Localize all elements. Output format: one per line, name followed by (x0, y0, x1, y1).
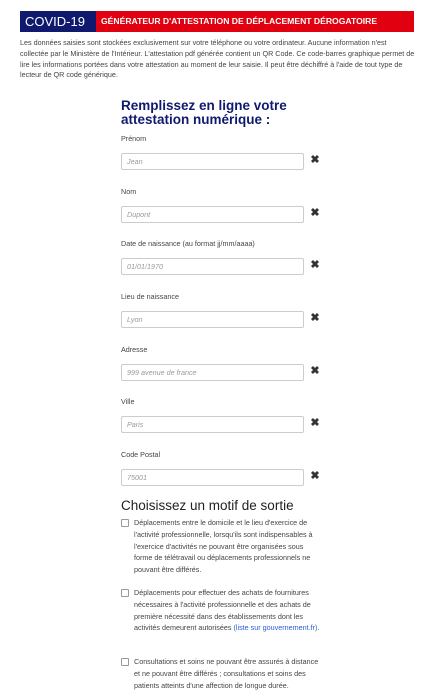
field-zipcode (121, 449, 326, 486)
checkbox[interactable] (121, 519, 129, 527)
gouvernement-link[interactable]: (liste sur gouvernement.fr) (233, 623, 318, 633)
motif-text-suffix: . (317, 623, 320, 633)
form-heading: Remplissez en ligne votre attestation numérique : (121, 98, 287, 127)
field-birthday (121, 238, 326, 275)
motif-heading: Choisissez un motif de sortie (121, 498, 294, 513)
birthday-input[interactable] (121, 258, 304, 275)
field-birthplace (121, 291, 326, 328)
covid-tag: COVID-19 (20, 11, 96, 32)
birthplace-input[interactable] (121, 311, 304, 328)
field-lastname (121, 186, 326, 223)
motif-option-health[interactable] (121, 656, 321, 691)
field-city (121, 396, 326, 433)
close-icon[interactable]: ✖ (310, 470, 320, 482)
intro-text: Les données saisies sont stockées exclusivement sur votre téléphone ou votre ordinateur. Aucune information n'est collectée par le Ministère de l'Intérieur. L'attestation pdf générée contient un QR Code. Ce code-barres graphique permet de lire les informations portées dans votre attestation au moment de leur saisie. Il peut être déchiffré à l'aide de tout type de lecteur de QR code générique. (20, 38, 415, 80)
close-icon[interactable]: ✖ (310, 259, 320, 271)
close-icon[interactable]: ✖ (310, 365, 320, 377)
field-label: Lieu de naissance (121, 292, 179, 301)
motif-option-work[interactable] (121, 517, 321, 576)
header-title: GÉNÉRATEUR D'ATTESTATION DE DÉPLACEMENT DÉROGATOIRE (96, 11, 414, 32)
close-icon[interactable]: ✖ (310, 417, 320, 429)
header-banner (20, 11, 414, 32)
field-label: Date de naissance (au format jj/mm/aaaa) (121, 239, 255, 248)
field-label: Prénom (121, 134, 147, 143)
close-icon[interactable]: ✖ (310, 207, 320, 219)
close-icon[interactable]: ✖ (310, 312, 320, 324)
city-input[interactable] (121, 416, 304, 433)
checkbox[interactable] (121, 658, 129, 666)
lastname-input[interactable] (121, 206, 304, 223)
motif-text: Déplacements entre le domicile et le lieu d'exercice de l'activité professionnelle, lorsqu'ils sont indispensables à l'exercice d'activités ne pouvant être organisées sous forme de télétravail ou déplacements professionnels ne pouvant être différés. (134, 518, 313, 575)
motif-text-wrapper (134, 587, 321, 634)
field-label: Code Postal (121, 450, 161, 459)
checkbox[interactable] (121, 589, 129, 597)
field-label: Ville (121, 397, 135, 406)
close-icon[interactable]: ✖ (310, 154, 320, 166)
firstname-input[interactable] (121, 153, 304, 170)
motif-text: Déplacements pour effectuer des achats de fournitures nécessaires à l'activité professionnelle et des achats de première nécessité dans des établissements dont les activités demeurent autorisées (134, 588, 311, 633)
field-label: Adresse (121, 345, 148, 354)
motif-option-shopping[interactable] (121, 587, 321, 634)
field-firstname (121, 133, 326, 170)
field-label: Nom (121, 187, 137, 196)
address-input[interactable] (121, 364, 304, 381)
field-address (121, 344, 326, 381)
motif-text: Consultations et soins ne pouvant être assurés à distance et ne pouvant être différés ; consultations et soins des patients atteints d'une affection de longue durée. (134, 657, 319, 690)
zipcode-input[interactable] (121, 469, 304, 486)
